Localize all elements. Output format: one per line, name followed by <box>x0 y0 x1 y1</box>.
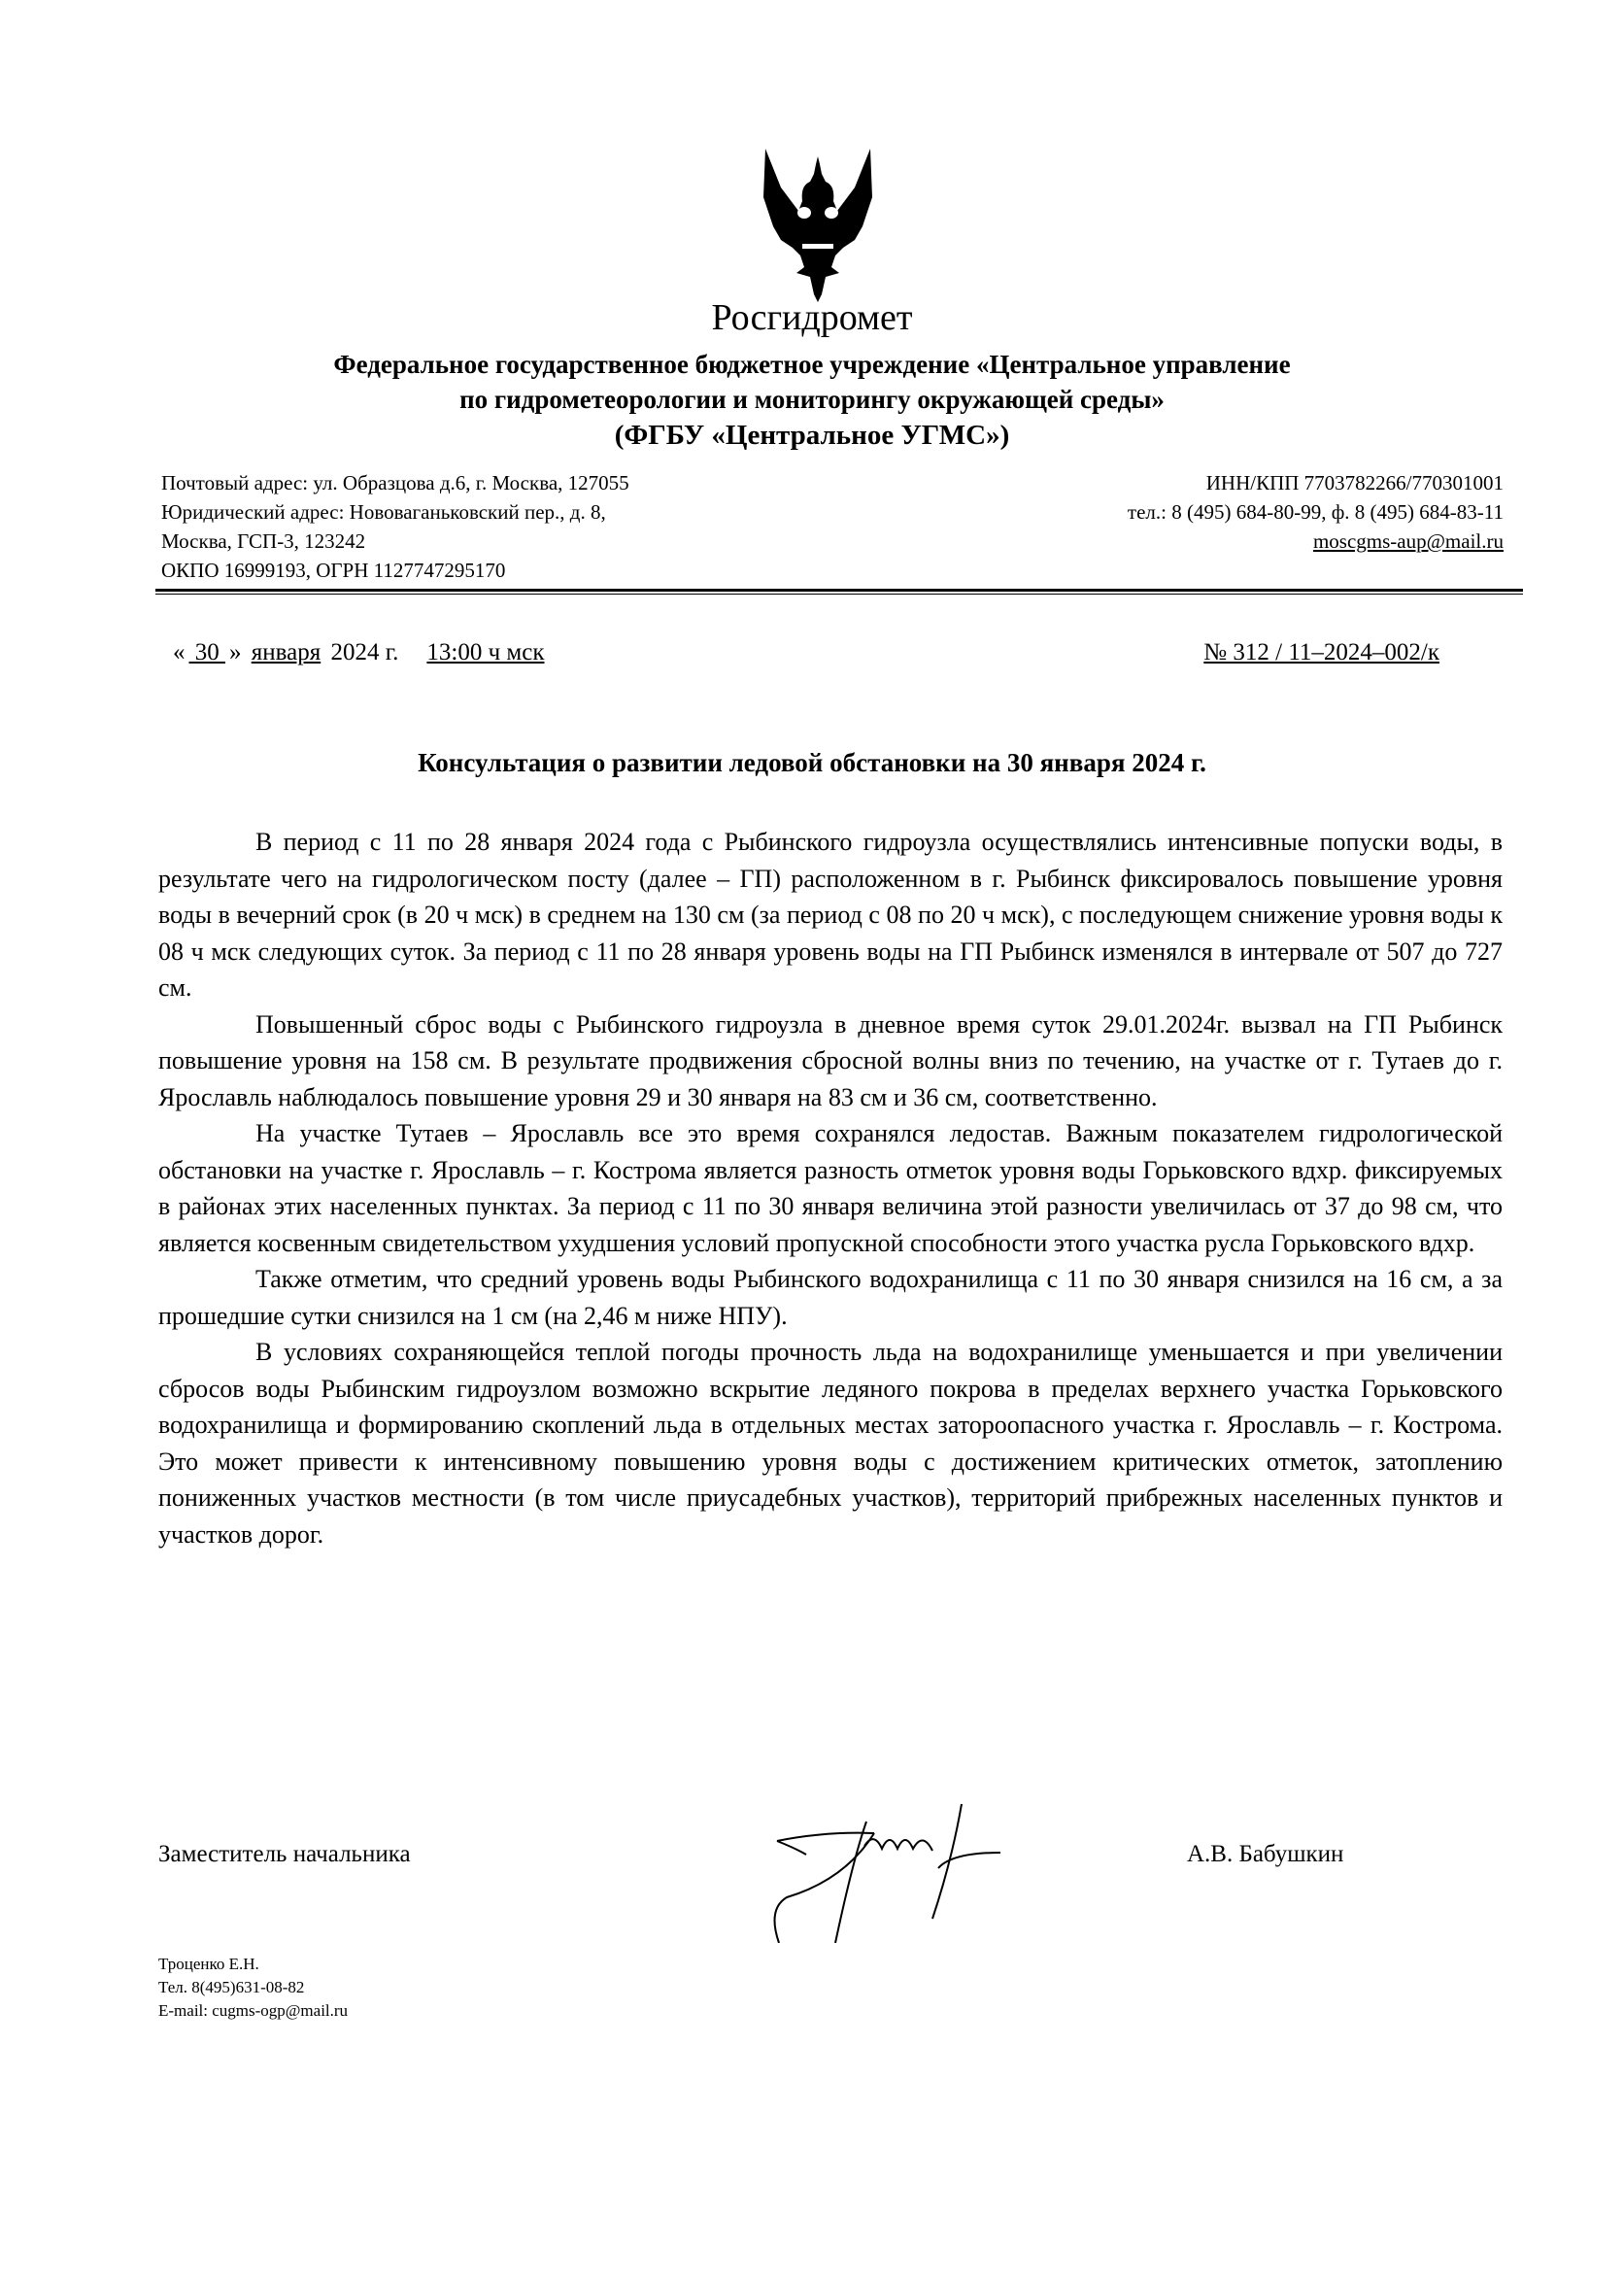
document-time: 13:00 ч мск <box>426 639 545 665</box>
legal-address-cont: Москва, ГСП-3, 123242 <box>161 529 366 553</box>
handwritten-signature-icon <box>767 1802 1136 1943</box>
legal-address: Юридический адрес: Нововаганьковский пер., д. 8, <box>161 500 606 524</box>
signer-position: Заместитель начальника <box>158 1841 411 1867</box>
agency-name: Росгидромет <box>711 297 913 338</box>
okpo-ogrn: ОКПО 16999193, ОГРН 1127747295170 <box>161 559 506 582</box>
signer-name: А.В. Бабушкин <box>1187 1841 1344 1867</box>
document-title: Консультация о развитии ледовой обстановки на 30 января 2024 г. <box>418 748 1206 777</box>
inn-kpp: ИНН/КПП 7703782266/770301001 <box>1205 471 1504 494</box>
document-date <box>173 639 548 666</box>
document-body <box>158 824 1503 1552</box>
organization-name-line-2: по гидрометеорологии и мониторингу окружающей среды» <box>459 385 1165 414</box>
executor-phone: Тел. 8(495)631-08-82 <box>158 1978 305 1996</box>
header-divider-thin <box>155 594 1523 595</box>
address-block <box>161 468 629 585</box>
paragraph-5: В условиях сохраняющейся теплой погоды прочность льда на водохранилище уменьшается и при увеличении сбросов воды Рыбинским гидроузлом возможно вскрытие ледяного покрова в пределах верхнего участка Горьковского водохранилища и формированию скоплений льда в отдельных местах затороопасного участка г. Ярославль – г. Кострома. Это может привести к интенсивному повышению уровня воды с достижением критических отметок, затоплению пониженных участков местности (в том числе приусадебных участков), территорий прибрежных населенных пунктов и участков дорог. <box>158 1338 1503 1549</box>
executor-name: Троценко Е.Н. <box>158 1955 259 1973</box>
executor-contact <box>158 1953 348 2023</box>
date-quote-close: » <box>229 639 242 665</box>
organization-name-line-1: Федеральное государственное бюджетное учреждение «Центральное управление <box>333 350 1291 379</box>
double-headed-eagle-emblem-icon <box>761 149 874 302</box>
date-year: 2024 г. <box>330 639 399 665</box>
paragraph-1: В период с 11 по 28 января 2024 года с Рыбинского гидроузла осуществлялись интенсивные попуски воды, в результате чего на гидрологическом посту (далее – ГП) расположенном в г. Рыбинск фиксировалось повышение уровня воды в вечерний срок (в 20 ч мск) в среднем на 130 см (за период с 08 по 20 ч мск), с последующем снижение уровня воды к 08 ч мск следующих суток. За период с 11 по 28 января уровень воды на ГП Рыбинск изменялся в интервале от 507 до 727 см. <box>158 828 1503 1002</box>
date-day: 30 <box>188 639 225 665</box>
date-month: января <box>251 639 321 665</box>
postal-address: Почтовый адрес: ул. Образцова д.6, г. Москва, 127055 <box>161 471 629 494</box>
phone-fax: тел.: 8 (495) 684-80-99, ф. 8 (495) 684-83-11 <box>1127 500 1504 524</box>
date-quote-open: « <box>173 639 186 665</box>
document-number: № 312 / 11–2024–002/к <box>1203 639 1439 665</box>
header-divider <box>155 589 1523 592</box>
executor-email: E-mail: cugms-ogp@mail.ru <box>158 2001 349 2020</box>
paragraph-3: На участке Тутаев – Ярославль все это время сохранялся ледостав. Важным показателем гидрологической обстановки на участке г. Ярославль – г. Кострома является разность отметок уровня воды Горьковского вдхр. фиксируемых в районах этих населенных пунктах. За период с 11 по 30 января величина этой разности увеличилась от 37 до 98 см, что является косвенным свидетельством ухудшения условий пропускной способности этого участка русла Горьковского вдхр. <box>158 1119 1503 1257</box>
organization-email-link[interactable]: moscgms-aup@mail.ru <box>1312 529 1504 553</box>
paragraph-4: Также отметим, что средний уровень воды Рыбинского водохранилища с 11 по 30 января снизился на 16 см, а за прошедшие сутки снизился на 1 см (на 2,46 м ниже НПУ). <box>158 1265 1503 1330</box>
paragraph-2: Повышенный сброс воды с Рыбинского гидроузла в дневное время суток 29.01.2024г. вызвал на ГП Рыбинск повышение уровня на 158 см. В результате продвижения сбросной волны вниз по течению, на участке от г. Тутаев до г. Ярославль наблюдалось повышение уровня 29 и 30 января на 83 см и 36 см, соответственно. <box>158 1009 1503 1111</box>
organization-short-name: (ФГБУ «Центральное УГМС») <box>614 420 1010 451</box>
contact-requisites-block <box>1128 468 1504 556</box>
